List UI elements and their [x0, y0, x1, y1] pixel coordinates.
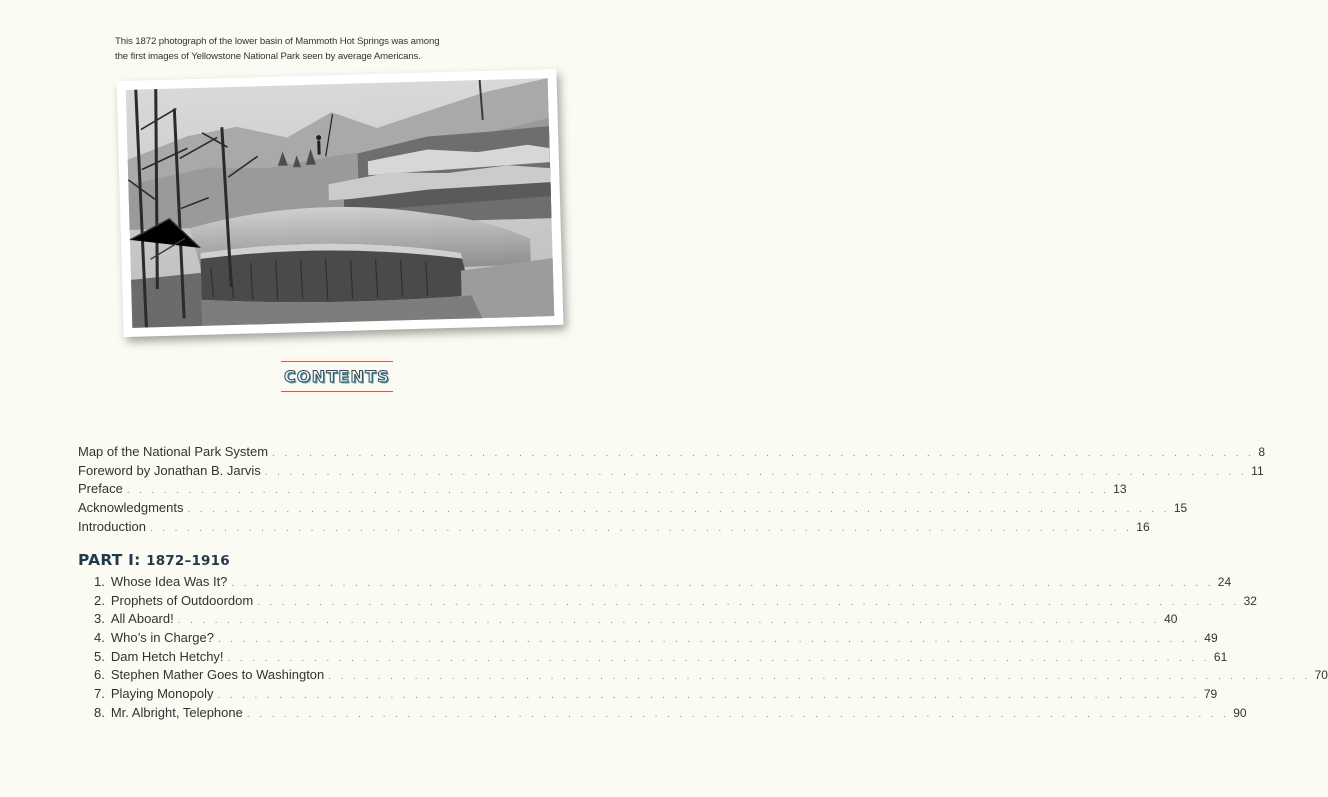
entry-title: Acknowledgments — [78, 500, 184, 516]
page-number: 32 — [1243, 593, 1257, 608]
dot-leader: . . . . . . . . . . . . . . . . . . . . . . . . . . . . . . . . . . . . . . . . . . . . . . . . . . . . . . . . . . . . . . . . . . . . . . . . . . . . . . . . — [257, 596, 1240, 608]
toc-entry[interactable] — [78, 481, 1127, 500]
dot-leader: . . . . . . . . . . . . . . . . . . . . . . . . . . . . . . . . . . . . . . . . . . . . . . . . . . . . . . . . . . . . . . . . . . . . . . . . . . . . . . . . — [126, 485, 1110, 497]
part-label: PART I: — [78, 551, 141, 569]
entry-title: Whose Idea Was It? — [110, 574, 228, 589]
page-number: 61 — [1213, 649, 1228, 664]
entry-title: Playing Monopoly — [110, 686, 214, 702]
caption-line-2: the first images of Yellowstone National Park seen by average Americans. — [115, 51, 421, 62]
historic-photo — [117, 69, 564, 337]
front-matter-list — [78, 444, 1266, 537]
page-number: 40 — [1164, 612, 1178, 627]
page-number: 90 — [1233, 705, 1247, 720]
part-range: 1872–1916 — [146, 553, 230, 569]
entry-title: Preface — [78, 481, 123, 497]
chapter-entry[interactable] — [94, 611, 1178, 630]
chapter-entry[interactable] — [94, 667, 1328, 686]
dot-leader: . . . . . . . . . . . . . . . . . . . . . . . . . . . . . . . . . . . . . . . . . . . . . . . . . . . . . . . . . . . . . . . . . . . . . . . . . . . . . . . . — [264, 466, 1248, 478]
chapter-entry[interactable] — [94, 592, 1257, 612]
entry-title: Stephen Mather Goes to Washington — [110, 667, 325, 683]
chapter-entry[interactable] — [94, 574, 1232, 593]
chapter-number: 5. — [94, 648, 105, 664]
dot-leader: . . . . . . . . . . . . . . . . . . . . . . . . . . . . . . . . . . . . . . . . . . . . . . . . . . . . . . . . . . . . . . . . . . . . . . . . . . . . . . . . — [227, 652, 1210, 664]
toc-entry[interactable] — [78, 462, 1264, 482]
chapter-entry[interactable] — [94, 630, 1218, 649]
dot-leader: . . . . . . . . . . . . . . . . . . . . . . . . . . . . . . . . . . . . . . . . . . . . . . . . . . . . . . . . . . . . . . . . . . . . . . . . . . . . . . . . — [328, 671, 1311, 683]
chapter-entry[interactable] — [94, 648, 1228, 668]
dot-leader: . . . . . . . . . . . . . . . . . . . . . . . . . . . . . . . . . . . . . . . . . . . . . . . . . . . . . . . . . . . . . . . . . . . . . . . . . . . . . . . . — [231, 578, 1214, 589]
toc-entry[interactable] — [78, 518, 1150, 538]
entry-title: Introduction — [78, 518, 146, 534]
entry-title: Mr. Albright, Telephone — [110, 704, 243, 720]
page-number: 8 — [1258, 445, 1266, 459]
entry-title: Who’s in Charge? — [110, 630, 214, 646]
chapter-number: 1. — [94, 574, 105, 589]
dot-leader: . . . . . . . . . . . . . . . . . . . . . . . . . . . . . . . . . . . . . . . . . . . . . . . . . . . . . . . . . . . . . . . . . . . . . . . . . . . . . . . . — [217, 634, 1201, 646]
page-number: 70 — [1314, 668, 1328, 683]
entry-title: Map of the National Park System — [78, 444, 269, 459]
page-number: 16 — [1136, 519, 1150, 534]
chapter-number: 2. — [94, 592, 105, 608]
chapter-entry[interactable] — [94, 704, 1247, 724]
chapter-number: 8. — [94, 704, 105, 720]
chapter-number: 6. — [94, 667, 105, 683]
chapter-number: 3. — [94, 611, 105, 627]
toc-entry[interactable] — [78, 444, 1266, 463]
dot-leader: . . . . . . . . . . . . . . . . . . . . . . . . . . . . . . . . . . . . . . . . . . . . . . . . . . . . . . . . . . . . . . . . . . . . . . . . . . . . . . . . — [217, 690, 1200, 702]
contents-heading: CONTENTS — [281, 361, 393, 392]
dot-leader: . . . . . . . . . . . . . . . . . . . . . . . . . . . . . . . . . . . . . . . . . . . . . . . . . . . . . . . . . . . . . . . . . . . . . . . . . . . . . . . . — [149, 522, 1133, 534]
photo-caption — [115, 34, 440, 64]
page-number: 15 — [1173, 501, 1188, 516]
dot-leader: . . . . . . . . . . . . . . . . . . . . . . . . . . . . . . . . . . . . . . . . . . . . . . . . . . . . . . . . . . . . . . . . . . . . . . . . . . . . . . . . — [272, 448, 1255, 459]
page-number: 79 — [1203, 687, 1218, 702]
entry-title: Foreword by Jonathan B. Jarvis — [78, 462, 261, 478]
page-number: 24 — [1217, 575, 1232, 589]
page-number: 13 — [1113, 482, 1127, 497]
entry-title: Prophets of Outdoordom — [110, 592, 254, 608]
caption-line-1: This 1872 photograph of the lower basin of Mammoth Hot Springs was among — [115, 36, 440, 47]
page-number: 11 — [1251, 463, 1264, 478]
page-number: 49 — [1204, 631, 1218, 646]
hot-springs-photo-image — [126, 78, 554, 328]
chapter-number: 7. — [94, 686, 105, 702]
entry-title: Dam Hetch Hetchy! — [110, 648, 224, 664]
part-heading — [78, 551, 230, 569]
chapter-list — [94, 574, 1328, 724]
dot-leader: . . . . . . . . . . . . . . . . . . . . . . . . . . . . . . . . . . . . . . . . . . . . . . . . . . . . . . . . . . . . . . . . . . . . . . . . . . . . . . . . — [177, 615, 1161, 627]
toc-entry[interactable] — [78, 500, 1188, 519]
chapter-number: 4. — [94, 630, 105, 646]
dot-leader: . . . . . . . . . . . . . . . . . . . . . . . . . . . . . . . . . . . . . . . . . . . . . . . . . . . . . . . . . . . . . . . . . . . . . . . . . . . . . . . . — [246, 708, 1230, 720]
entry-title: All Aboard! — [110, 611, 174, 627]
dot-leader: . . . . . . . . . . . . . . . . . . . . . . . . . . . . . . . . . . . . . . . . . . . . . . . . . . . . . . . . . . . . . . . . . . . . . . . . . . . . . . . . — [187, 504, 1170, 516]
chapter-entry[interactable] — [94, 686, 1218, 705]
